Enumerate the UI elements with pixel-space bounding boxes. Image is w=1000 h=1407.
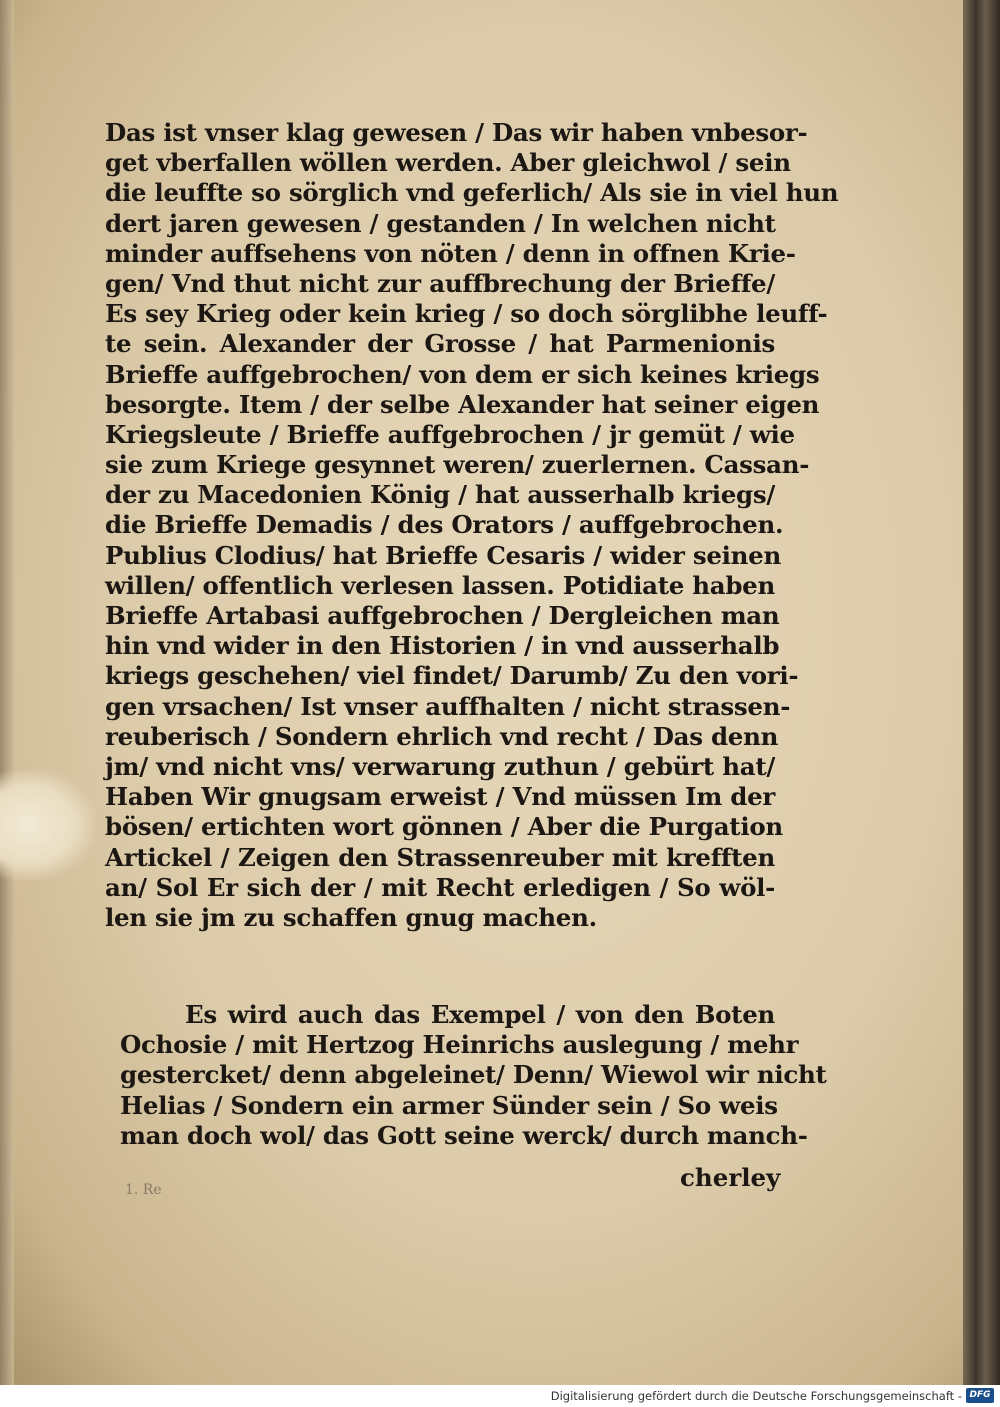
text-line: Ochosie / mit Hertzog Heinrichs auslegung / mehr: [120, 1030, 799, 1060]
text-line: Es sey Krieg oder kein krieg / so doch sörglibhe leuff-: [105, 299, 828, 329]
footer-bar: [0, 1385, 1000, 1407]
text-line: Kriegsleute / Brieffe auffgebrochen / jr gemüt / wie: [105, 419, 795, 449]
text-line: len sie jm zu schaffen gnug machen.: [105, 902, 597, 932]
margin-note: 1. Re: [125, 1182, 162, 1198]
water-stain: [0, 770, 95, 880]
text-line: dert jaren gewesen / gestanden / In welchen nicht: [105, 208, 776, 238]
text-line: minder auffsehens von nöten / denn in offnen Krie-: [105, 238, 796, 268]
book-edge: [963, 0, 1000, 1385]
text-line: Brieffe auffgebrochen/ von dem er sich keines kriegs: [105, 359, 820, 389]
text-line: die leuffte so sörglich vnd geferlich/ Als sie in viel hun: [105, 178, 839, 208]
text-line: sie zum Kriege gesynnet weren/ zuerlernen. Cassan-: [105, 450, 810, 480]
text-line: Haben Wir gnugsam erweist / Vnd müssen Im der: [105, 782, 775, 812]
text-line: man doch wol/ das Gott seine werck/ durch manch-: [120, 1120, 808, 1150]
text-line: kriegs geschehen/ viel findet/ Darumb/ Zu den vori-: [105, 661, 799, 691]
text-line: gen vrsachen/ Ist vnser auffhalten / nicht strassen-: [105, 691, 791, 721]
text-line: Es wird auch das Exempel / von den Boten: [185, 1000, 775, 1029]
page-gutter-shadow: [0, 0, 14, 1385]
dfg-logo-icon: DFG: [966, 1388, 994, 1403]
text-line: Helias / Sondern ein armer Sünder sein / So weis: [120, 1090, 778, 1120]
text-line: willen/ offentlich verlesen lassen. Potidiate haben: [105, 570, 775, 600]
text-line: gen/ Vnd thut nicht zur auffbrechung der Brieffe/: [105, 268, 775, 298]
text-line: reuberisch / Sondern ehrlich vnd recht / Das denn: [105, 721, 779, 751]
text-line: die Brieffe Demadis / des Orators / auffgebrochen.: [105, 510, 784, 540]
text-line: Das ist vnser klag gewesen / Das wir haben vnbesor-: [105, 118, 808, 147]
text-line: Artickel / Zeigen den Strassenreuber mit krefften: [105, 842, 775, 872]
text-line: an/ Sol Er sich der / mit Recht erledigen / So wöl-: [105, 872, 775, 902]
text-line: Brieffe Artabasi auffgebrochen / Dergleichen man: [105, 601, 780, 630]
paragraph-1: [105, 118, 839, 933]
text-line: jm/ vnd nicht vns/ verwarung zuthun / gebürt hat/: [105, 751, 775, 781]
text-line: Publius Clodius/ hat Brieffe Cesaris / wider seinen: [105, 540, 781, 570]
text-line: bösen/ ertichten wort gönnen / Aber die Purgation: [105, 812, 783, 842]
text-line: te sein. Alexander der Grosse / hat Parmenionis: [105, 329, 775, 359]
text-line: der zu Macedonien König / hat ausserhalb kriegs/: [105, 480, 775, 510]
text-line: get vberfallen wöllen werden. Aber gleichwol / sein: [105, 148, 791, 178]
text-line: gestercket/ denn abgeleinet/ Denn/ Wiewol wir nicht: [120, 1060, 827, 1090]
text-line: besorgte. Item / der selbe Alexander hat seiner eigen: [105, 389, 820, 419]
catchword: cherley: [680, 1163, 781, 1192]
text-line: hin vnd wider in den Historien / in vnd ausserhalb: [105, 631, 780, 661]
footer-credit: Digitalisierung gefördert durch die Deutsche Forschungsgemeinschaft -: [550, 1389, 962, 1403]
paragraph-2: [120, 1000, 827, 1151]
